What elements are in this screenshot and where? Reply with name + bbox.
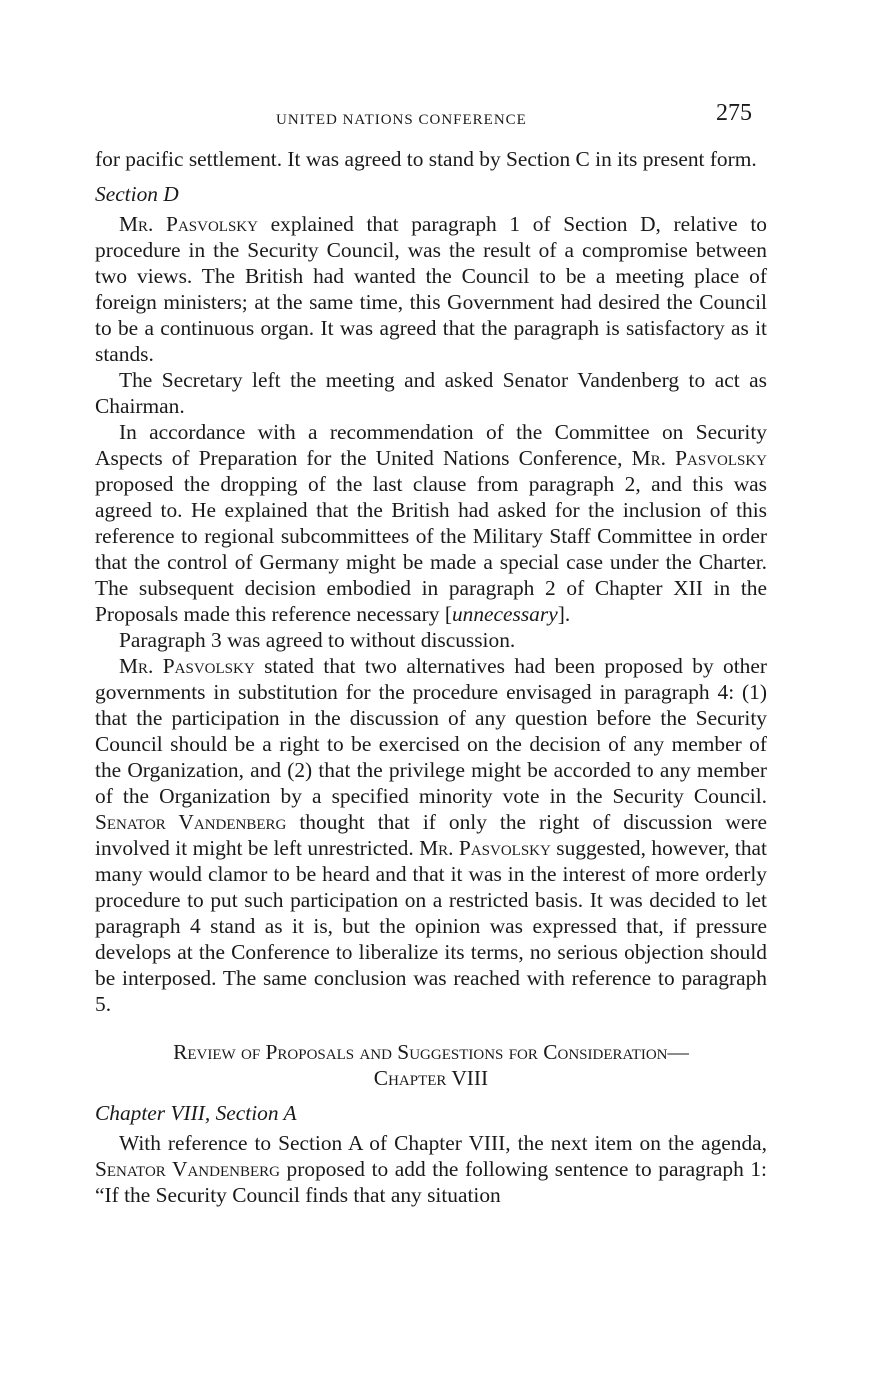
page-body bbox=[95, 146, 767, 1208]
paragraph-text: thought that if only the right of discussion were involved it might be left unrestricted. bbox=[95, 810, 767, 860]
speaker-name: Mr. Pasvolsky bbox=[119, 654, 255, 678]
review-heading bbox=[95, 1039, 767, 1091]
paragraph-text: With reference to Section A of Chapter VIII, the next item on the agenda, bbox=[119, 1131, 767, 1155]
section-d-paragraph-5 bbox=[95, 653, 767, 1017]
speaker-name: Mr. Pasvolsky bbox=[631, 446, 767, 470]
section-d-paragraph-1 bbox=[95, 211, 767, 367]
section-d-heading: Section D bbox=[95, 182, 179, 206]
speaker-name: Senator Vandenberg bbox=[95, 810, 287, 834]
paragraph-text: In accordance with a recommendation of the Committee on Security Aspects of Preparation for the United Nations Conference, bbox=[95, 420, 767, 470]
review-heading-line-2: Chapter VIII bbox=[373, 1066, 489, 1090]
intro-paragraph: for pacific settlement. It was agreed to stand by Section C in its present form. bbox=[95, 147, 757, 171]
speaker-name: Senator Vandenberg bbox=[95, 1157, 280, 1181]
chapter-viii-paragraph-1 bbox=[95, 1130, 767, 1208]
speaker-name: Mr. Pasvolsky bbox=[419, 836, 551, 860]
review-heading-line-1: Review of Proposals and Suggestions for Consideration— bbox=[173, 1040, 689, 1064]
paragraph-text: explained that paragraph 1 of Section D, relative to procedure in the Security Council, was the result of a compromise between two views. The British had wanted the Council to be a meeting place of foreign ministers; at the same time, this Government had desired the Council to be a continuous organ. It was agreed that the paragraph is satisfactory as it stands. bbox=[95, 212, 767, 366]
paragraph-text: ]. bbox=[557, 602, 571, 626]
section-d-paragraph-2: The Secretary left the meeting and asked Senator Vandenberg to act as Chairman. bbox=[95, 368, 767, 418]
paragraph-text: suggested, however, that many would clamor to be heard and that it was in the interest of more orderly procedure to put such participation on a restricted basis. It was decided to let paragraph 4 stand as it is, but the opinion was expressed that, if pressure develops at the Conference to liberalize its terms, no serious objection should be interposed. The same conclusion was reached with reference to paragraph 5. bbox=[95, 836, 767, 1016]
editorial-correction: unnecessary bbox=[451, 602, 558, 626]
section-d-paragraph-4: Paragraph 3 was agreed to without discussion. bbox=[119, 628, 516, 652]
paragraph-text: stated that two alternatives had been proposed by other governments in substitution for the procedure envisaged in paragraph 4: (1) that the participation in the discussion of any question before the Security Council should be a right to be exercised on the decision of any member of the Organization, and (2) that the privilege might be accorded to any member of the Organization by a specified minority vote in the Security Council. bbox=[95, 654, 767, 808]
page-header bbox=[0, 98, 869, 134]
chapter-viii-section-a-heading: Chapter VIII, Section A bbox=[95, 1101, 297, 1125]
section-d-paragraph-3 bbox=[95, 419, 767, 627]
paragraph-text: proposed to add the following sentence to paragraph 1: “If the Security Council finds that any situation bbox=[95, 1157, 767, 1207]
paragraph-text: proposed the dropping of the last clause from paragraph 2, and this was agreed to. He explained that the British had asked for the inclusion of this reference to regional subcommittees of the Military Staff Committee in order that the control of Germany might be made a special case under the Charter. The subsequent decision embodied in paragraph 2 of Chapter XII in the Proposals made this reference necessary [ bbox=[95, 472, 767, 626]
running-head: UNITED NATIONS CONFERENCE bbox=[276, 112, 527, 128]
page-number: 275 bbox=[716, 100, 752, 126]
speaker-name: Mr. Pasvolsky bbox=[119, 212, 258, 236]
